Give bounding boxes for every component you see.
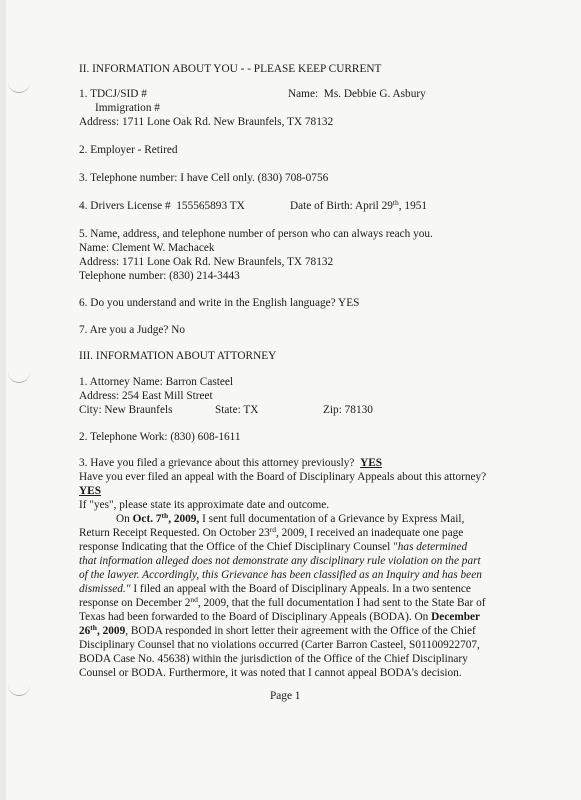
- contact-address: Address: 1711 Lone Oak Rd. New Braunfels, TX 78132: [79, 256, 334, 268]
- attorney-state: State: TX: [215, 404, 259, 416]
- appeal-answer: YES: [79, 485, 101, 497]
- judge-question: 7. Are you a Judge? No: [79, 324, 186, 336]
- narrative-line: response Indicating that the Office of the Chief Disciplinary Counsel "has determined: [79, 541, 468, 553]
- tdcj-label: 1. TDCJ/SID #: [79, 88, 147, 100]
- name-field: [288, 88, 426, 102]
- appeal-question: Have you ever filed an appeal with the Board of Disciplinary Appeals about this attorney?: [79, 471, 487, 483]
- grievance-question: 3. Have you filed a grievance about this attorney previously? YES: [79, 457, 383, 469]
- narrative-line: Disciplinary Counsel that no violations occurred (Carter Barron Casteel, S01100922707,: [79, 639, 480, 651]
- grievance-answer: YES: [360, 457, 383, 469]
- section-heading: III. INFORMATION ABOUT ATTORNEY: [79, 350, 277, 362]
- attorney-telephone: 2. Telephone Work: (830) 608-1611: [79, 431, 241, 443]
- telephone-line: 3. Telephone number: I have Cell only. (830) 708-0756: [79, 172, 329, 184]
- contact-name: Name: Clement W. Machacek: [79, 242, 215, 254]
- attorney-name: 1. Attorney Name: Barron Casteel: [79, 376, 234, 388]
- scan-page-edge: [0, 0, 6, 800]
- narrative-line: On Oct. 7th, 2009, I sent full documentation of a Grievance by Express Mail,: [116, 511, 465, 525]
- drivers-license-label: 4. Drivers License #: [79, 200, 171, 212]
- narrative-line: Counsel or BODA. Furthermore, it was noted that I cannot appeal BODA's decision.: [79, 667, 462, 679]
- narrative-line: Texas had been forwarded to the Board of Disciplinary Appeals (BODA). On December: [79, 611, 481, 623]
- contact-phone: Telephone number: (830) 214-3443: [79, 270, 240, 282]
- binder-hole-mark: [8, 683, 30, 696]
- date-of-birth: Date of Birth: April 29th, 1951: [290, 198, 428, 212]
- page-number: Page 1: [270, 690, 301, 702]
- immigration-label: Immigration #: [95, 102, 160, 114]
- narrative-line: Return Receipt Requested. On October 23rd, 2009, I received an inadequate one page: [79, 525, 464, 539]
- drivers-license-field: [79, 200, 245, 214]
- address-line: Address: 1711 Lone Oak Rd. New Braunfels, TX 78132: [79, 116, 334, 128]
- narrative-line: 26th, 2009, BODA responded in short letter their agreement with the Office of the Chief: [79, 623, 476, 637]
- attorney-address: Address: 254 East Mill Street: [79, 390, 213, 402]
- narrative-line: BODA Case No. 45638) within the jurisdiction of the Office of the Chief Disciplinary: [79, 653, 468, 665]
- name-label: Name:: [288, 88, 319, 100]
- narrative-line: that information alleged does not demonstrate any disciplinary rule violation on the part: [79, 555, 481, 567]
- binder-hole-mark: [8, 370, 30, 383]
- employer-line: 2. Employer - Retired: [79, 144, 178, 156]
- attorney-zip: Zip: 78130: [323, 404, 373, 416]
- contact-question: 5. Name, address, and telephone number of person who can always reach you.: [79, 228, 433, 240]
- section-heading: II. INFORMATION ABOUT YOU - - PLEASE KEEP CURRENT: [79, 63, 382, 75]
- narrative-line: of the lawyer. Accordingly, this Grievance has been classified as an Inquiry and has been: [79, 569, 482, 581]
- narrative-line: dismissed." I filed an appeal with the Board of Disciplinary Appeals. In a two sentence: [79, 583, 471, 595]
- if-yes-instruction: If "yes", please state its approximate date and outcome.: [79, 499, 330, 511]
- narrative-line: response on December 2nd, 2009, that the full documentation I had sent to the State Bar of: [79, 595, 486, 609]
- english-question: 6. Do you understand and write in the English language? YES: [79, 297, 360, 309]
- name-value: Ms. Debbie G. Asbury: [323, 88, 426, 100]
- drivers-license-value: 155565893 TX: [176, 200, 245, 212]
- binder-hole-mark: [8, 80, 30, 93]
- attorney-city: City: New Braunfels: [79, 404, 173, 416]
